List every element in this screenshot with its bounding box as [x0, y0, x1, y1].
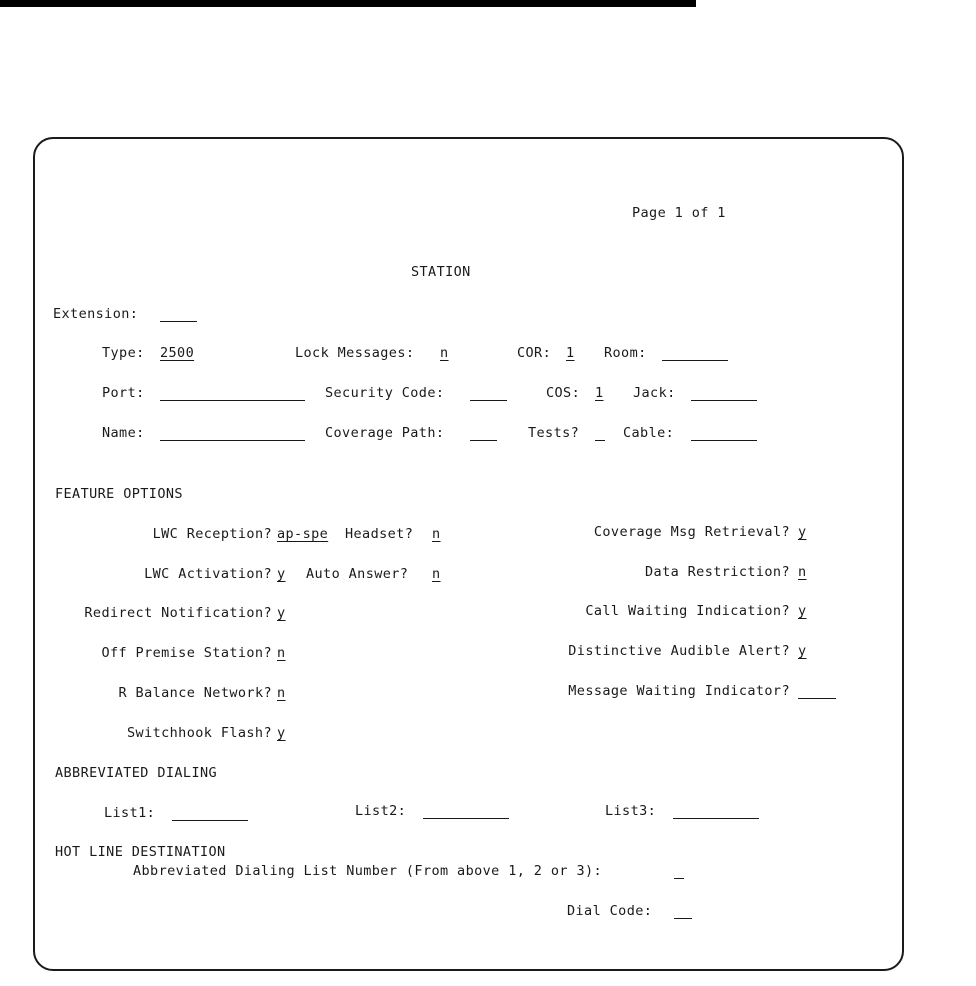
tests-field[interactable]	[595, 440, 605, 441]
switchhook-flash-label: Switchhook Flash?	[127, 725, 272, 741]
type-field[interactable]: 2500	[160, 345, 195, 361]
distinctive-audible-alert-field[interactable]: y	[798, 643, 807, 659]
lwc-activation-field[interactable]: y	[277, 566, 286, 582]
lwc-reception-field[interactable]: ap-spe	[277, 526, 329, 542]
list1-field[interactable]	[172, 820, 248, 821]
security-code-field[interactable]	[470, 400, 507, 401]
redirect-notification-field[interactable]: y	[277, 605, 286, 621]
message-waiting-indicator-label: Message Waiting Indicator?	[568, 683, 790, 699]
room-field[interactable]	[662, 360, 728, 361]
off-premise-station-label: Off Premise Station?	[101, 645, 272, 661]
list1-label: List1:	[104, 805, 156, 821]
r-balance-network-label: R Balance Network?	[118, 685, 272, 701]
cable-label: Cable:	[623, 425, 675, 441]
page-indicator: Page 1 of 1	[632, 205, 726, 221]
data-restriction-label: Data Restriction?	[645, 564, 790, 580]
extension-field[interactable]	[160, 321, 197, 322]
distinctive-audible-alert-label: Distinctive Audible Alert?	[568, 643, 790, 659]
lock-messages-field[interactable]: n	[440, 345, 449, 361]
coverage-msg-retrieval-label: Coverage Msg Retrieval?	[593, 524, 790, 540]
hot-line-heading: HOT LINE DESTINATION	[55, 844, 226, 860]
message-waiting-indicator-field[interactable]	[798, 698, 836, 699]
headset-field[interactable]: n	[432, 526, 441, 542]
call-waiting-indication-field[interactable]: y	[798, 603, 807, 619]
name-label: Name:	[102, 425, 145, 441]
call-waiting-indication-label: Call Waiting Indication?	[585, 603, 790, 619]
abbreviated-dialing-heading: ABBREVIATED DIALING	[55, 765, 218, 781]
switchhook-flash-field[interactable]: y	[277, 725, 286, 741]
dial-code-field[interactable]	[674, 918, 692, 919]
form-title: STATION	[411, 264, 471, 280]
headset-label: Headset?	[345, 526, 414, 542]
name-field[interactable]	[160, 440, 305, 441]
jack-label: Jack:	[633, 385, 676, 401]
data-restriction-field[interactable]: n	[798, 564, 807, 580]
list-number-label: Abbreviated Dialing List Number (From above 1, 2 or 3):	[133, 863, 603, 879]
coverage-path-label: Coverage Path:	[325, 425, 445, 441]
list2-field[interactable]	[423, 818, 509, 819]
lwc-activation-label: LWC Activation?	[144, 566, 272, 582]
list3-label: List3:	[605, 803, 657, 819]
security-code-label: Security Code:	[325, 385, 445, 401]
dial-code-label: Dial Code:	[567, 903, 653, 919]
auto-answer-label: Auto Answer?	[306, 566, 409, 582]
type-label: Type:	[102, 345, 145, 361]
port-label: Port:	[102, 385, 145, 401]
cor-field[interactable]: 1	[566, 345, 575, 361]
redirect-notification-label: Redirect Notification?	[84, 605, 272, 621]
coverage-msg-retrieval-field[interactable]: y	[798, 524, 807, 540]
port-field[interactable]	[160, 400, 305, 401]
tests-label: Tests?	[528, 425, 580, 441]
cor-label: COR:	[517, 345, 552, 361]
lock-messages-label: Lock Messages:	[295, 345, 415, 361]
auto-answer-field[interactable]: n	[432, 566, 441, 582]
extension-label: Extension:	[53, 306, 139, 322]
list3-field[interactable]	[673, 818, 759, 819]
list2-label: List2:	[355, 803, 407, 819]
coverage-path-field[interactable]	[470, 440, 497, 441]
r-balance-network-field[interactable]: n	[277, 685, 286, 701]
list-number-field[interactable]	[674, 878, 684, 879]
cos-field[interactable]: 1	[595, 385, 604, 401]
feature-options-heading: FEATURE OPTIONS	[55, 486, 183, 502]
cable-field[interactable]	[691, 440, 757, 441]
off-premise-station-field[interactable]: n	[277, 645, 286, 661]
lwc-reception-label: LWC Reception?	[152, 526, 272, 542]
cos-label: COS:	[546, 385, 581, 401]
room-label: Room:	[604, 345, 647, 361]
jack-field[interactable]	[691, 400, 757, 401]
top-rule	[0, 0, 696, 7]
